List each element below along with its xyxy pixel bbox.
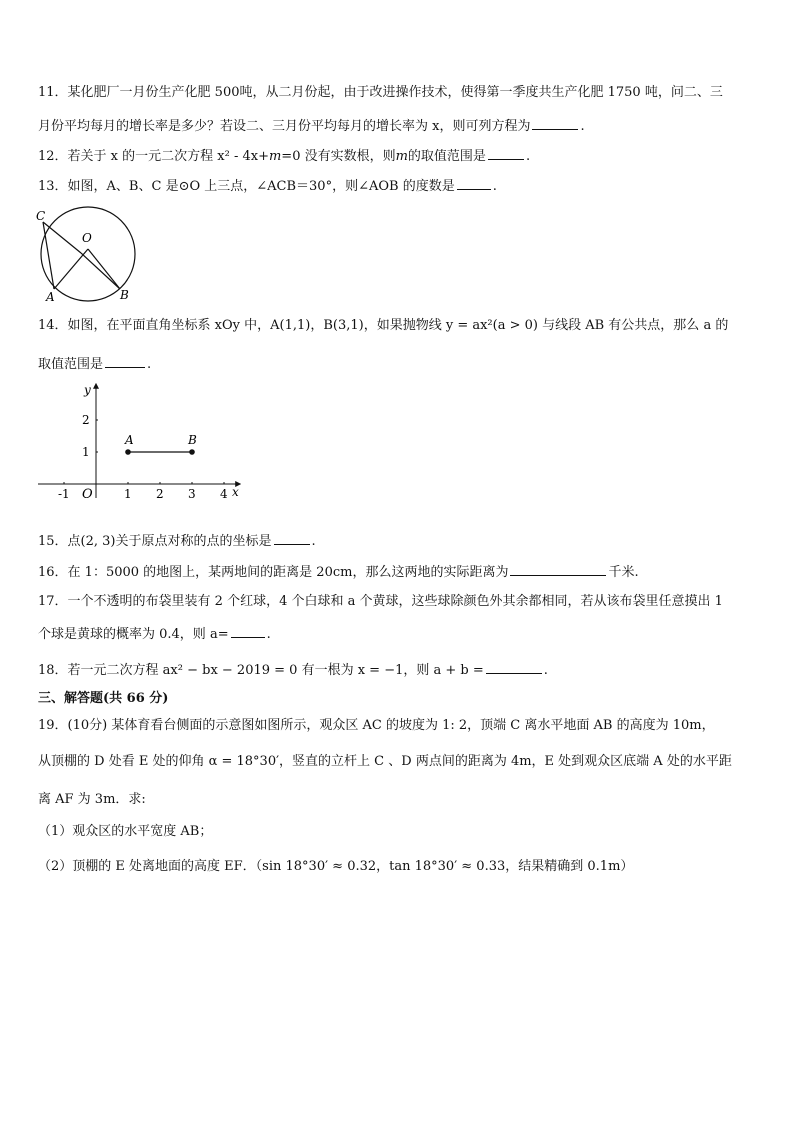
label-o: O [82, 231, 92, 245]
answer-blank-18[interactable] [486, 660, 542, 674]
segment-o-b [88, 249, 120, 289]
segment-c-b [81, 253, 120, 289]
question-14-line-2 [38, 354, 151, 374]
answer-blank-14[interactable] [105, 354, 145, 368]
period: . [147, 357, 152, 372]
question-19-part-1: （1）观众区的水平宽度 AB； [38, 824, 213, 839]
x-tick-label: 3 [188, 487, 196, 501]
question-18-text: 18．若一元二次方程 ax² − bx − 2019 = 0 有一根为 x = −1，则 a + b = [38, 663, 484, 678]
question-14-line-1: 14．如图，在平面直角坐标系 xOy 中，A(1,1)，B(3,1)，如果抛物线 y = ax²(a > 0) 与线段 AB 有公共点，那么 a 的 [38, 318, 729, 333]
point-b [189, 449, 195, 455]
section-title: 三、解答题(共 66 分) [38, 691, 169, 706]
question-19-part-2: （2）顶棚的 E 处离地面的高度 EF．（sin 18°30′ ≈ 0.32，tan 18°30′ ≈ 0.33，结果精确到 0.1m） [38, 859, 634, 874]
question-13 [38, 176, 497, 196]
question-13-text: 13．如图，A、B、C 是⊙O 上三点，∠ACB＝30°，则∠AOB 的度数是 [38, 179, 455, 194]
period: . [492, 179, 497, 194]
question-12-text-end: 的取值范围是 [407, 149, 486, 164]
label-c: C [36, 209, 46, 223]
point-a-label: A [125, 433, 134, 447]
period: . [266, 627, 271, 642]
x-tick-label: 2 [156, 487, 164, 501]
question-14-text: 取值范围是 [38, 357, 104, 372]
origin-label: O [82, 487, 93, 502]
x-axis-label: x [232, 485, 239, 499]
question-17-text: 个球是黄球的概率为 0.4，则 a= [38, 627, 229, 642]
question-16-text: 16．在 1：5000 的地图上，某两地间的距离是 20cm，那么这两地的实际距离为 [38, 565, 509, 580]
question-15-text: 15．点(2, 3)关于原点对称的点的坐标是 [38, 534, 272, 549]
question-17-line-1: 17．一个不透明的布袋里装有 2 个红球，4 个白球和 a 个黄球，这些球除颜色外其余都相同，若从该布袋里任意摸出 1 [38, 594, 723, 609]
x-tick-label: 1 [124, 487, 132, 501]
answer-blank-16[interactable] [510, 562, 606, 576]
segment-ca-part [43, 222, 81, 253]
period: . [525, 149, 531, 164]
question-19-line-3: 离 AF 为 3m．求: [38, 792, 146, 807]
point-b-label: B [188, 433, 197, 447]
x-tick-label: 4 [220, 487, 228, 501]
question-11-line-2 [38, 116, 585, 136]
question-11-text: 月份平均每月的增长率是多少？若设二、三月份平均每月的增长率为 x，则可列方程为 [38, 119, 531, 134]
answer-blank-15[interactable] [274, 531, 310, 545]
y-tick-label: 2 [82, 413, 90, 427]
question-11-line-1: 11．某化肥厂一月份生产化肥 500吨，从二月份起，由于改进操作技术，使得第一季度共生产化肥 1750 吨，问二、三 [38, 85, 723, 100]
question-15 [38, 531, 316, 551]
circle-diagram [34, 204, 144, 304]
point-a [125, 449, 131, 455]
label-a: A [46, 290, 55, 304]
answer-blank-12[interactable] [488, 146, 524, 160]
period: . [543, 663, 548, 678]
question-18 [38, 660, 548, 680]
label-b: B [120, 288, 129, 302]
question-12-text-mid: =0 没有实数根，则 [281, 149, 396, 164]
question-17-line-2 [38, 624, 271, 644]
y-tick-label: 1 [82, 445, 90, 459]
question-16 [38, 562, 639, 582]
period: . [580, 119, 585, 134]
coordinate-graph [34, 378, 254, 502]
answer-blank-13[interactable] [457, 176, 491, 190]
variable-m: m [395, 149, 408, 164]
answer-blank-17[interactable] [231, 624, 265, 638]
period: . [311, 534, 316, 549]
answer-blank-11[interactable] [532, 116, 578, 130]
question-19-line-2: 从顶棚的 D 处看 E 处的仰角 α = 18°30′，竖直的立杆上 C 、D 两点间的距离为 4m，E 处到观众区底端 A 处的水平距 [38, 754, 732, 769]
y-axis-label: y [84, 383, 91, 397]
x-tick-label: -1 [58, 487, 70, 501]
unit-km: 千米. [608, 565, 639, 580]
question-12-text-start: 12．若关于 x 的一元二次方程 x² - 4x+ [38, 149, 269, 164]
variable-m: m [268, 149, 282, 164]
question-19-line-1: 19．(10分) 某体育看台侧面的示意图如图所示，观众区 AC 的坡度为 1: 2，顶端 C 离水平地面 AB 的高度为 10m， [38, 718, 715, 733]
question-12 [38, 146, 530, 166]
